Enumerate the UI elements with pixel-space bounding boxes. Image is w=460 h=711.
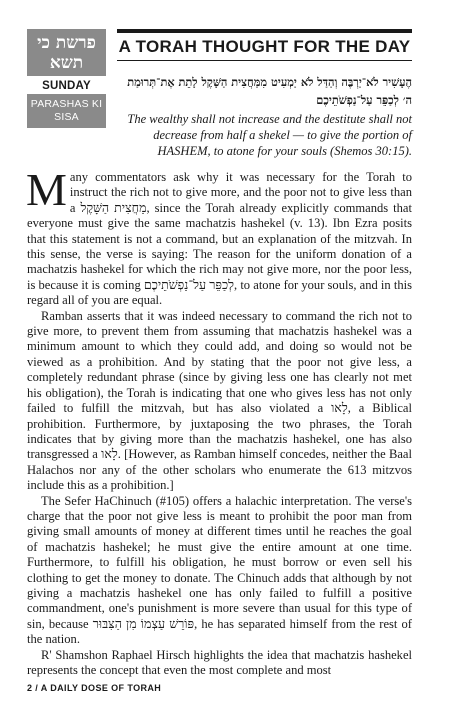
commentary-body (26, 164, 412, 678)
paragraph-3: The Sefer HaChinuch (#105) offers a halachic interpretation. The verse's charge that the poor not give less is meant to prohibit the poor man from giving small amounts of money at different times until he reaches the goal of machatzis hashekel; he must give the entire amount at one time. Furthermore, to fulfill his obligation, he must borrow or even sell his clothing to get the money to donate. The Chinuch adds that although by not giving a machatzis hashekel one has only failed to fulfill a positive commandment, one's punishment is more severe than usual for this type of sin, because פּוֹרֵשׁ עַצְמוֹ מִן הַצִּבּוּר, he has separated himself from the rest of the nation. (27, 493, 412, 647)
day-label: SUNDAY (42, 80, 91, 92)
paragraph-2: Ramban asserts that it was indeed necessary to command the rich not to give more, to prevent them from assuming that machatzis hashekel was a minimum amount to which they could add, and doing so would not be viewed as a prohibition. And by stating that the poor not give less, a completely redundant phrase (since by giving less one has clearly not met his obligation), the Torah is indicating that one who gives less has not only failed to fulfill the mitzvah, but has also violated a לָאו, a Biblical prohibition. Furthermore, by juxtaposing the two phrases, the Torah indicates that by giving more than the machatzis hashekel, one has also transgressed a לָאו. [However, as Ramban himself concedes, neither the Baal Halachos nor any of the other scholars who enumerate the 613 mitzvos include this as a prohibition.] (27, 308, 412, 493)
paragraph-1 (26, 164, 412, 309)
verse-hebrew: הֶעָשִׁיר לֹא־יַרְבֶּה וְהַדַּל לֹא יַמְעִיט מִמַּחֲצִית הַשָּׁקֶל לָתֵת אֶת־תְּרוּמַת ה׳ לְכַפֵּר עַל־נַפְשֹׁתֵיכֶם (127, 75, 412, 107)
page-footer: 2 / A DAILY DOSE OF TORAH (27, 683, 162, 693)
parsha-hebrew-label: פרשת כי תשא (27, 29, 106, 76)
paragraph-4: R' Shamshon Raphael Hirsch highlights the idea that machatzis hashekel represents the concept that even the most complete and most (27, 647, 412, 677)
section-title: A TORAH THOUGHT FOR THE DAY (117, 29, 412, 61)
parsha-sidebar (27, 29, 106, 128)
verse-english: The wealthy shall not increase and the destitute shall not decrease from half a shekel — to give the portion of HASHEM, to atone for your souls (Shemos 30:15). (127, 112, 412, 158)
paragraph-1-text: any commentators ask why it was necessary for the Torah to instruct the rich not to give more, and the poor not to give less than a מַחֲצִית הַשָּׁקֶל, since the Torah already explicitly commands that everyone must give the same machatzis hashekel (v. 13). Ibn Ezra posits that this statement is not a command, but an explanation of the mitzvah. In this sense, the verse is saying: The reason for the uniform donation of a machatzis hashekel for which the rich may not give more, nor the poor less, is because it is coming לְכַפֵּר עַל־נַפְשֹׁתֵיכֶם, to atone for your souls, and in this regard all of you are equal. (27, 170, 412, 308)
drop-cap: M (26, 164, 67, 215)
parsha-english-label: PARASHAS KI SISA (27, 94, 106, 128)
